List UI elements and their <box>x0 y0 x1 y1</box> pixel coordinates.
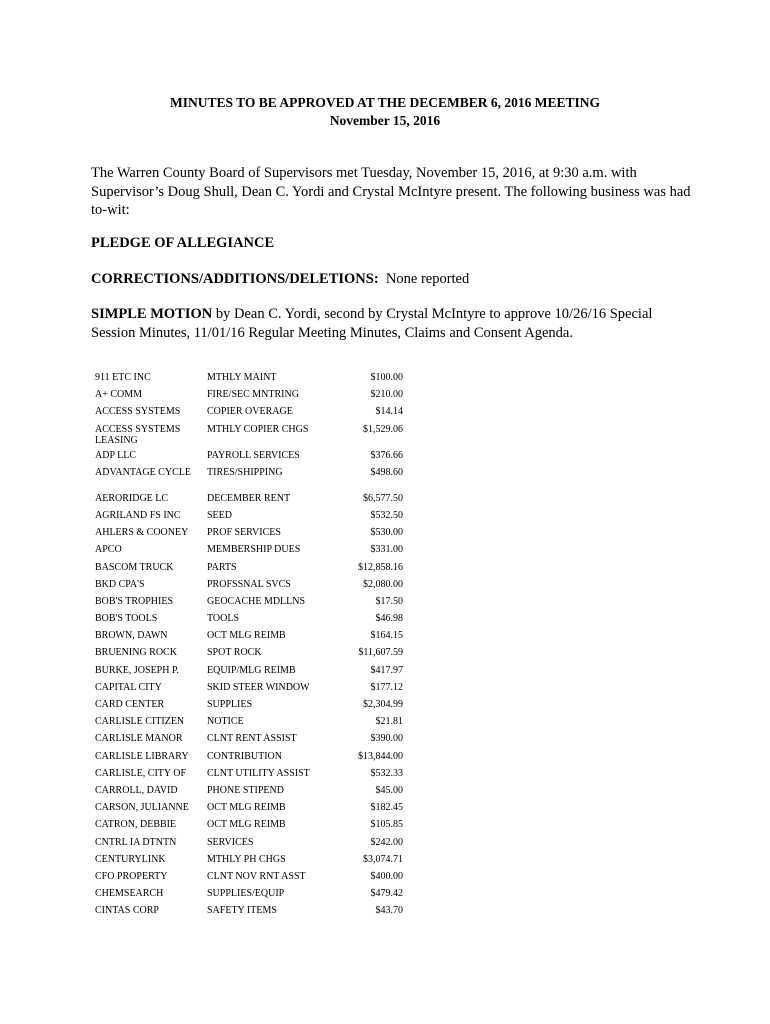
intro-paragraph: The Warren County Board of Supervisors met Tuesday, November 15, 2016, at 9:30 a.m. with Supervisor’s Doug Shull, Dean C. Yordi and Crystal McIntyre present. The following business was had to-wit: <box>91 165 691 219</box>
claim-amount: $46.98 <box>375 613 403 625</box>
claim-row <box>95 467 403 493</box>
claim-amount: $417.97 <box>370 664 403 676</box>
title-line-1: MINUTES TO BE APPROVED AT THE DECEMBER 6, 2016 MEETING <box>169 95 601 110</box>
claim-row <box>95 562 403 579</box>
claim-amount: $164.15 <box>370 630 403 642</box>
claim-amount: $530.00 <box>370 527 403 539</box>
claim-description: SERVICES <box>207 836 254 848</box>
claim-amount: $532.50 <box>370 509 403 521</box>
claim-description: EQUIP/MLG REIMB <box>207 664 296 676</box>
claim-vendor: ACCESS SYSTEMS LEASING <box>95 423 181 447</box>
claim-vendor: A+ COMM <box>95 389 143 401</box>
claim-row <box>95 647 403 664</box>
claim-vendor: CARLISLE MANOR <box>95 733 183 745</box>
claim-vendor: BOB'S TOOLS <box>95 613 158 625</box>
claim-row <box>95 751 403 768</box>
claim-row <box>95 424 403 450</box>
claim-vendor: CARLISLE CITIZEN <box>95 716 185 728</box>
claim-description: OCT MLG REIMB <box>207 630 286 642</box>
document-title <box>0 94 770 130</box>
claim-description: CLNT NOV RNT ASST <box>207 870 306 882</box>
claim-row <box>95 785 403 802</box>
claim-description: NOTICE <box>207 716 244 728</box>
claim-description: PARTS <box>207 561 237 573</box>
claim-vendor: BASCOM TRUCK <box>95 561 174 573</box>
claim-amount: $17.50 <box>375 595 403 607</box>
claim-description: SPOT ROCK <box>207 647 262 659</box>
claim-description: SUPPLIES/EQUIP <box>207 888 285 900</box>
claim-vendor: CINTAS CORP <box>95 905 159 917</box>
claim-vendor: ADP LLC <box>95 449 137 461</box>
claim-description: SKID STEER WINDOW <box>207 681 310 693</box>
claims-table <box>95 372 403 922</box>
claim-row <box>95 630 403 647</box>
claim-row <box>95 837 403 854</box>
claim-amount: $12,858.16 <box>358 561 403 573</box>
claim-description: SEED <box>207 509 232 521</box>
claim-row <box>95 389 403 406</box>
claim-row <box>95 733 403 750</box>
claim-vendor: APCO <box>95 544 122 556</box>
claim-description: TOOLS <box>207 613 240 625</box>
claim-vendor: CENTURYLINK <box>95 853 166 865</box>
claim-row <box>95 493 403 510</box>
title-line-2: November 15, 2016 <box>329 113 441 128</box>
corrections-heading: CORRECTIONS/ADDITIONS/DELETIONS: <box>91 271 379 287</box>
claim-vendor: BOB'S TROPHIES <box>95 595 174 607</box>
claim-description: PROFSSNAL SVCS <box>207 578 291 590</box>
claim-amount: $11,607.59 <box>358 647 403 659</box>
claim-description: DECEMBER RENT <box>207 492 291 504</box>
motion-heading: SIMPLE MOTION <box>91 306 213 322</box>
claim-amount: $210.00 <box>370 389 403 401</box>
claim-description: CLNT UTILITY ASSIST <box>207 767 310 779</box>
claim-row <box>95 613 403 630</box>
claim-row <box>95 802 403 819</box>
claim-amount: $2,080.00 <box>363 578 403 590</box>
claim-vendor: CARD CENTER <box>95 699 165 710</box>
claim-vendor: BROWN, DAWN <box>95 630 168 642</box>
claim-amount: $376.66 <box>370 449 403 461</box>
claim-amount: $479.42 <box>370 888 403 900</box>
claim-amount: $400.00 <box>370 870 403 882</box>
claim-row <box>95 450 403 467</box>
motion-paragraph <box>91 305 691 342</box>
claim-row <box>95 682 403 699</box>
claim-amount: $43.70 <box>375 905 403 917</box>
claim-amount: $182.45 <box>370 802 403 814</box>
claim-amount: $177.12 <box>370 681 403 693</box>
claim-vendor: CARROLL, DAVID <box>95 784 178 796</box>
claim-vendor: CAPITAL CITY <box>95 681 162 693</box>
claim-amount: $498.60 <box>370 466 403 478</box>
claim-vendor: ACCESS SYSTEMS <box>95 406 181 418</box>
claim-vendor: CARLISLE, CITY OF <box>95 767 187 779</box>
claim-description: CLNT RENT ASSIST <box>207 733 297 745</box>
claim-description: MTHLY PH CHGS <box>207 853 286 865</box>
claim-description: GEOCACHE MDLLNS <box>207 595 306 607</box>
claim-description: SUPPLIES <box>207 699 253 710</box>
claim-description: PAYROLL SERVICES <box>207 449 300 461</box>
claim-vendor: CATRON, DEBBIE <box>95 819 177 831</box>
claim-amount: $6,577.50 <box>363 492 403 504</box>
claim-row <box>95 716 403 733</box>
claim-row <box>95 665 403 682</box>
claim-description: FIRE/SEC MNTRING <box>207 389 299 401</box>
claim-vendor: AHLERS & COONEY <box>95 527 189 539</box>
claim-amount: $3,074.71 <box>363 853 403 865</box>
claim-row <box>95 888 403 905</box>
claim-description: SAFETY ITEMS <box>207 905 277 917</box>
claim-amount: $532.33 <box>370 767 403 779</box>
claim-row <box>95 596 403 613</box>
claim-amount: $2,304.99 <box>363 699 403 710</box>
claim-description: OCT MLG REIMB <box>207 819 286 831</box>
claim-vendor: BKD CPA'S <box>95 578 145 590</box>
claims-table-body <box>95 372 403 922</box>
claim-description: PROF SERVICES <box>207 527 281 539</box>
claim-vendor: ADVANTAGE CYCLE <box>95 466 191 478</box>
claim-row <box>95 819 403 836</box>
claim-row <box>95 871 403 888</box>
claim-row <box>95 854 403 871</box>
claim-vendor: 911 ETC INC <box>95 372 151 383</box>
claim-description: COPIER OVERAGE <box>207 406 293 418</box>
claim-amount: $390.00 <box>370 733 403 745</box>
claim-row <box>95 579 403 596</box>
claim-amount: $100.00 <box>370 372 403 383</box>
pledge-heading: PLEDGE OF ALLEGIANCE <box>91 235 275 251</box>
claim-amount: $14.14 <box>375 406 403 418</box>
claim-vendor: CARLISLE LIBRARY <box>95 750 189 762</box>
claim-description: TIRES/SHIPPING <box>207 466 283 478</box>
claim-vendor: CNTRL IA DTNTN <box>95 836 177 848</box>
claim-amount: $45.00 <box>375 784 403 796</box>
claim-amount: $21.81 <box>375 716 403 728</box>
claim-row <box>95 699 403 716</box>
claim-amount: $242.00 <box>370 836 403 848</box>
claim-description: OCT MLG REIMB <box>207 802 286 814</box>
claim-row <box>95 510 403 527</box>
claim-amount: $1,529.06 <box>363 423 403 435</box>
claim-vendor: CARSON, JULIANNE <box>95 802 189 814</box>
motion-text: by Dean C. Yordi, second by Crystal McIntyre to approve 10/26/16 Special Session Minutes, 11/01/16 Regular Meeting Minutes, Claims and Consent Agenda. <box>91 306 653 341</box>
claim-row <box>95 905 403 922</box>
claim-vendor: BRUENING ROCK <box>95 647 177 659</box>
claim-vendor: CHEMSEARCH <box>95 888 164 900</box>
claim-amount: $331.00 <box>370 544 403 556</box>
claim-description: CONTRIBUTION <box>207 750 282 762</box>
claim-description: MEMBERSHIP DUES <box>207 544 301 556</box>
claim-amount: $13,844.00 <box>358 750 403 762</box>
claim-description: MTHLY MAINT <box>207 372 277 383</box>
claim-row <box>95 544 403 561</box>
claim-row <box>95 527 403 544</box>
corrections-paragraph <box>91 270 691 289</box>
claim-row <box>95 406 403 423</box>
claim-description: MTHLY COPIER CHGS <box>207 423 309 435</box>
claim-vendor: AGRILAND FS INC <box>95 509 181 521</box>
claim-row <box>95 372 403 389</box>
claim-row <box>95 768 403 785</box>
claim-vendor: BURKE, JOSEPH P. <box>95 664 179 676</box>
corrections-text: None reported <box>385 271 470 287</box>
claim-vendor: AERORIDGE LC <box>95 492 169 504</box>
claim-vendor: CFO PROPERTY <box>95 870 168 882</box>
claim-amount: $105.85 <box>370 819 403 831</box>
claim-description: PHONE STIPEND <box>207 784 284 796</box>
